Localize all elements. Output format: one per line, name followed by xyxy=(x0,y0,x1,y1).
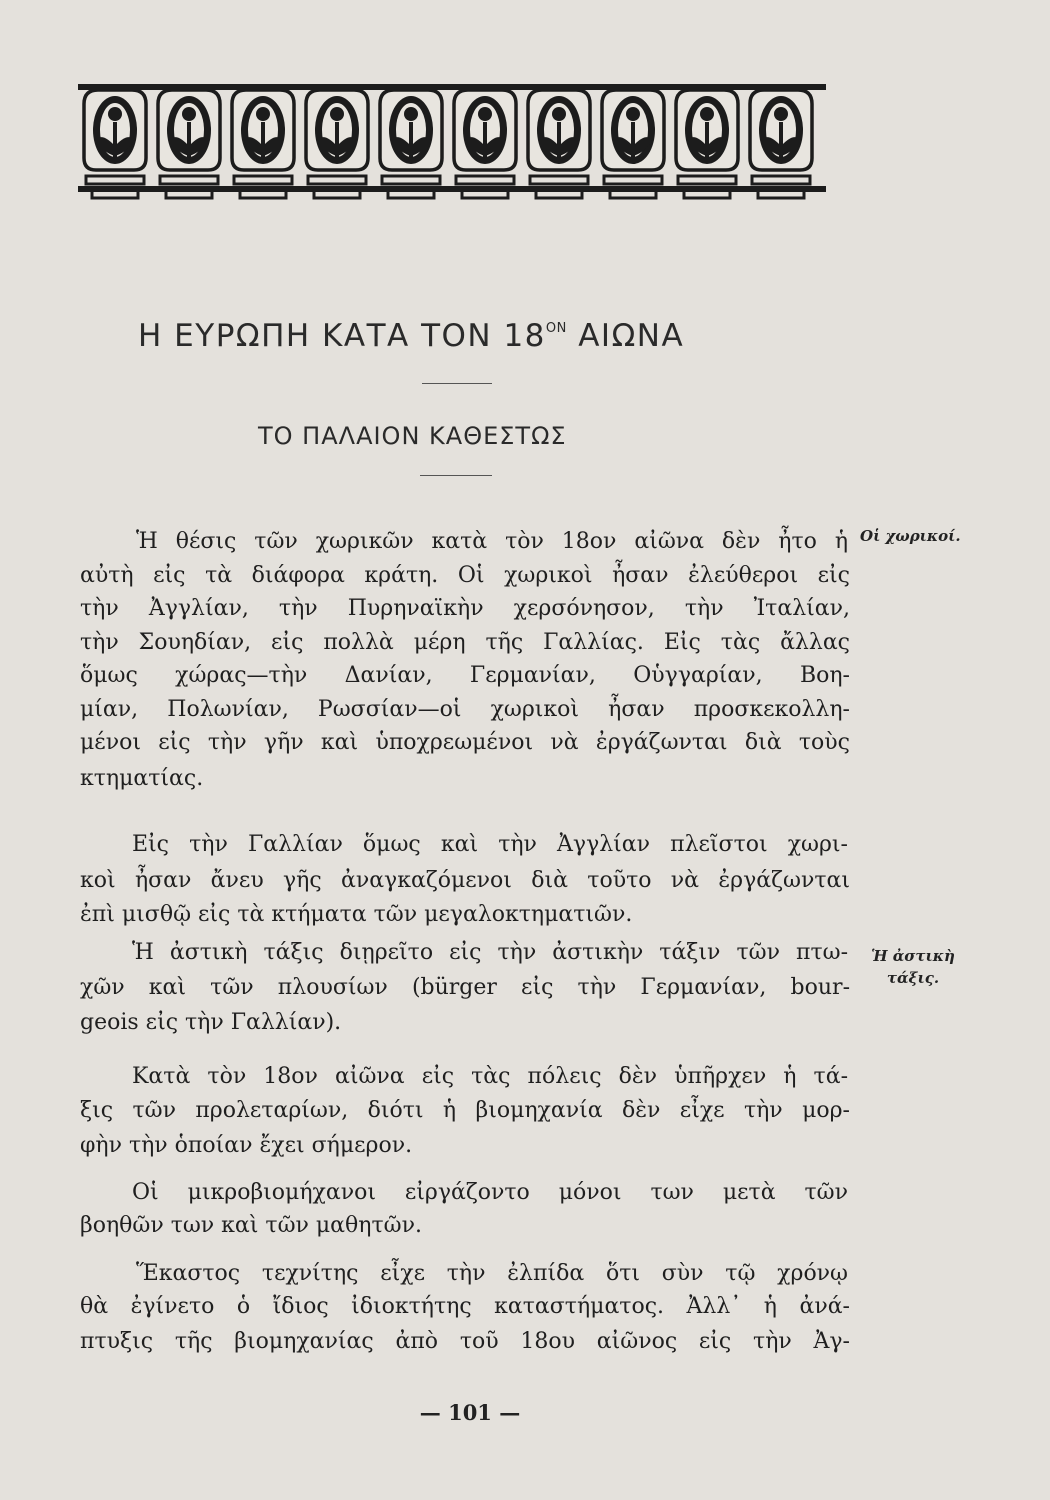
title-divider xyxy=(422,383,492,384)
text-line: θὰ ἐγίνετο ὁ ἴδιος ἰδιοκτήτης καταστήματος. Ἀλλ᾽ ἡ ἀνά- xyxy=(80,1294,850,1319)
subtitle-divider xyxy=(420,475,492,476)
chapter-title-superscript: ΟΝ xyxy=(545,321,567,336)
chapter-title-main: Η ΕΥΡΩΠΗ ΚΑΤΑ ΤΟΝ 18 xyxy=(138,318,546,354)
margin-note-urban-class-line1: Ἡ ἀστικὴ xyxy=(871,947,955,965)
text-line: Ἡ ἀστικὴ τάξις διῃρεῖτο εἰς τὴν ἀστικὴν τάξιν τῶν πτω- xyxy=(132,940,848,965)
margin-note-urban-class xyxy=(858,945,968,989)
text-line: Ἕκαστος τεχνίτης εἶχε τὴν ἐλπίδα ὅτι σὺν τῷ χρόνῳ xyxy=(136,1261,848,1286)
text-line: Ἡ θέσις τῶν χωρικῶν κατὰ τὸν 18ον αἰῶνα δὲν ἦτο ἡ xyxy=(136,529,848,554)
text-line: φὴν τὴν ὁποίαν ἔχει σήμερον. xyxy=(80,1133,413,1158)
text-line: Εἰς τὴν Γαλλίαν ὅμως καὶ τὴν Ἀγγλίαν πλεῖστοι χωρι- xyxy=(132,832,848,857)
text-line: μίαν, Πολωνίαν, Ρωσσίαν—οἱ χωρικοὶ ἦσαν προσκεκολλη- xyxy=(80,697,850,722)
section-subtitle: ΤΟ ΠΑΛΑΙΟΝ ΚΑΘΕΣΤΩΣ xyxy=(258,422,567,450)
text-line: κτηματίας. xyxy=(80,766,204,791)
text-line: geois εἰς τὴν Γαλλίαν). xyxy=(80,1010,342,1035)
text-line: κοὶ ἦσαν ἄνευ γῆς ἀναγκαζόμενοι διὰ τοῦτο νὰ ἐργάζωνται xyxy=(80,868,850,893)
text-line: ἐπὶ μισθῷ εἰς τὰ κτήματα τῶν μεγαλοκτηματιῶν. xyxy=(80,902,633,927)
text-line: Κατὰ τὸν 18ον αἰῶνα εἰς τὰς πόλεις δὲν ὑπῆρχεν ἡ τά- xyxy=(132,1064,848,1089)
text-line: ξις τῶν προλεταρίων, διότι ἡ βιομηχανία δὲν εἶχε τὴν μορ- xyxy=(80,1098,850,1123)
text-line: μένοι εἰς τὴν γῆν καὶ ὑποχρεωμένοι νὰ ἐργάζωνται διὰ τοὺς xyxy=(80,730,850,755)
text-line: ὅμως χώρας—τὴν Δανίαν, Γερμανίαν, Οὑγγαρίαν, Βοη- xyxy=(80,663,850,688)
margin-note-urban-class-line2: τάξις. xyxy=(886,969,940,987)
page-number: — 101 — xyxy=(419,1400,521,1425)
chapter-title-end: ΑΙΩΝΑ xyxy=(566,318,685,354)
text-line: Οἱ μικροβιομήχανοι εἰργάζοντο μόνοι των μετὰ τῶν xyxy=(132,1180,848,1205)
text-line: βοηθῶν των καὶ τῶν μαθητῶν. xyxy=(80,1213,422,1238)
ornamental-border xyxy=(78,76,826,204)
text-line: τὴν Ἀγγλίαν, τὴν Πυρηναϊκὴν χερσόνησον, τὴν Ἰταλίαν, xyxy=(80,596,850,621)
text-line: αὐτὴ εἰς τὰ διάφορα κράτη. Οἱ χωρικοὶ ἦσαν ἐλεύθεροι εἰς xyxy=(80,563,850,588)
text-line: τὴν Σουηδίαν, εἰς πολλὰ μέρη τῆς Γαλλίας. Εἰς τὰς ἄλλας xyxy=(80,630,850,655)
chapter-title xyxy=(138,318,838,354)
margin-note-peasants: Οἱ χωρικοί. xyxy=(860,527,961,545)
text-line: πτυξις τῆς βιομηχανίας ἀπὸ τοῦ 18ου αἰῶνος εἰς τὴν Ἀγ- xyxy=(80,1329,850,1354)
text-line: χῶν καὶ τῶν πλουσίων (bürger εἰς τὴν Γερμανίαν, bour- xyxy=(80,975,850,1000)
